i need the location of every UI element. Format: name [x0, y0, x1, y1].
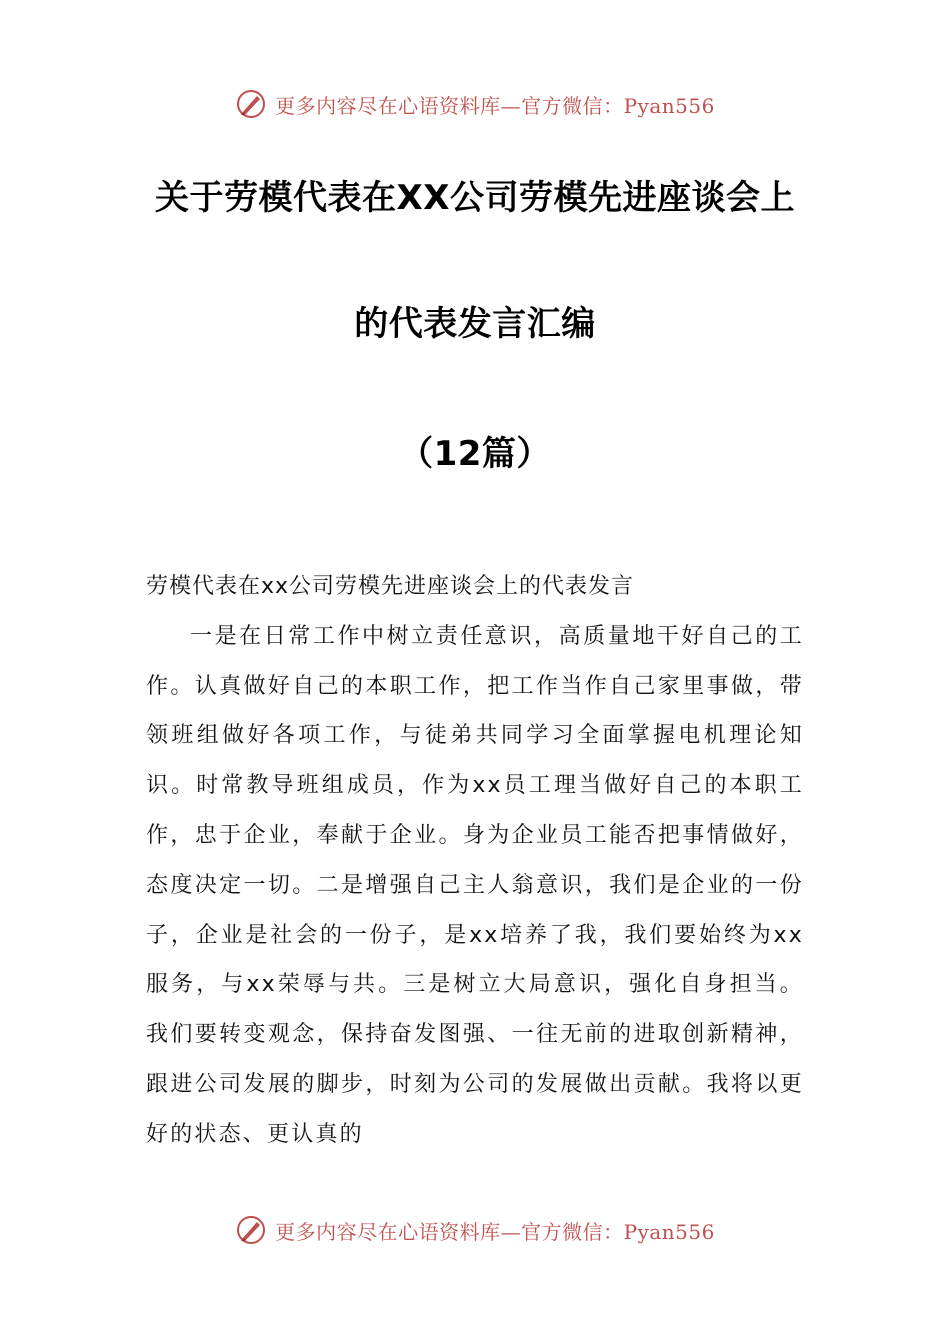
watermark-text: 更多内容尽在心语资料库—官方微信：Pyan556 — [275, 93, 715, 118]
pen-logo-icon — [235, 88, 267, 120]
document-title-line-2: 的代表发言汇编 — [354, 304, 596, 344]
body-paragraph: 一是在日常工作中树立责任意识，高质量地干好自己的工作。认真做好自己的本职工作，把工作当作自己家里事做，带领班组做好各项工作，与徒弟共同学习全面掌握电机理论知识。时常教导班组成员，作为xx员工理当做好自己的本职工作，忠于企业，奉献于企业。身为企业员工能否把事情做好，态度决定一切。二是增强自己主人翁意识，我们是企业的一份子，企业是社会的一份子，是xx培养了我，我们要始终为xx服务，与xx荣辱与共。三是树立大局意识，强化自身担当。我们要转变观念，保持奋发图强、一往无前的进取创新精神，跟进公司发展的脚步，时刻为公司的发展做出贡献。我将以更好的状态、更认真的 — [146, 623, 804, 1147]
footer-watermark — [0, 1208, 950, 1252]
header-watermark — [0, 82, 950, 126]
watermark-text: 更多内容尽在心语资料库—官方微信：Pyan556 — [275, 1219, 715, 1244]
document-title-count: （12篇） — [399, 434, 551, 474]
document-title-line-1: 关于劳模代表在XX公司劳模先进座谈会上 — [155, 178, 795, 218]
pen-logo-icon — [235, 1214, 267, 1246]
section-heading: 劳模代表在xx公司劳模先进座谈会上的代表发言 — [146, 574, 635, 599]
document-body — [146, 562, 804, 1160]
